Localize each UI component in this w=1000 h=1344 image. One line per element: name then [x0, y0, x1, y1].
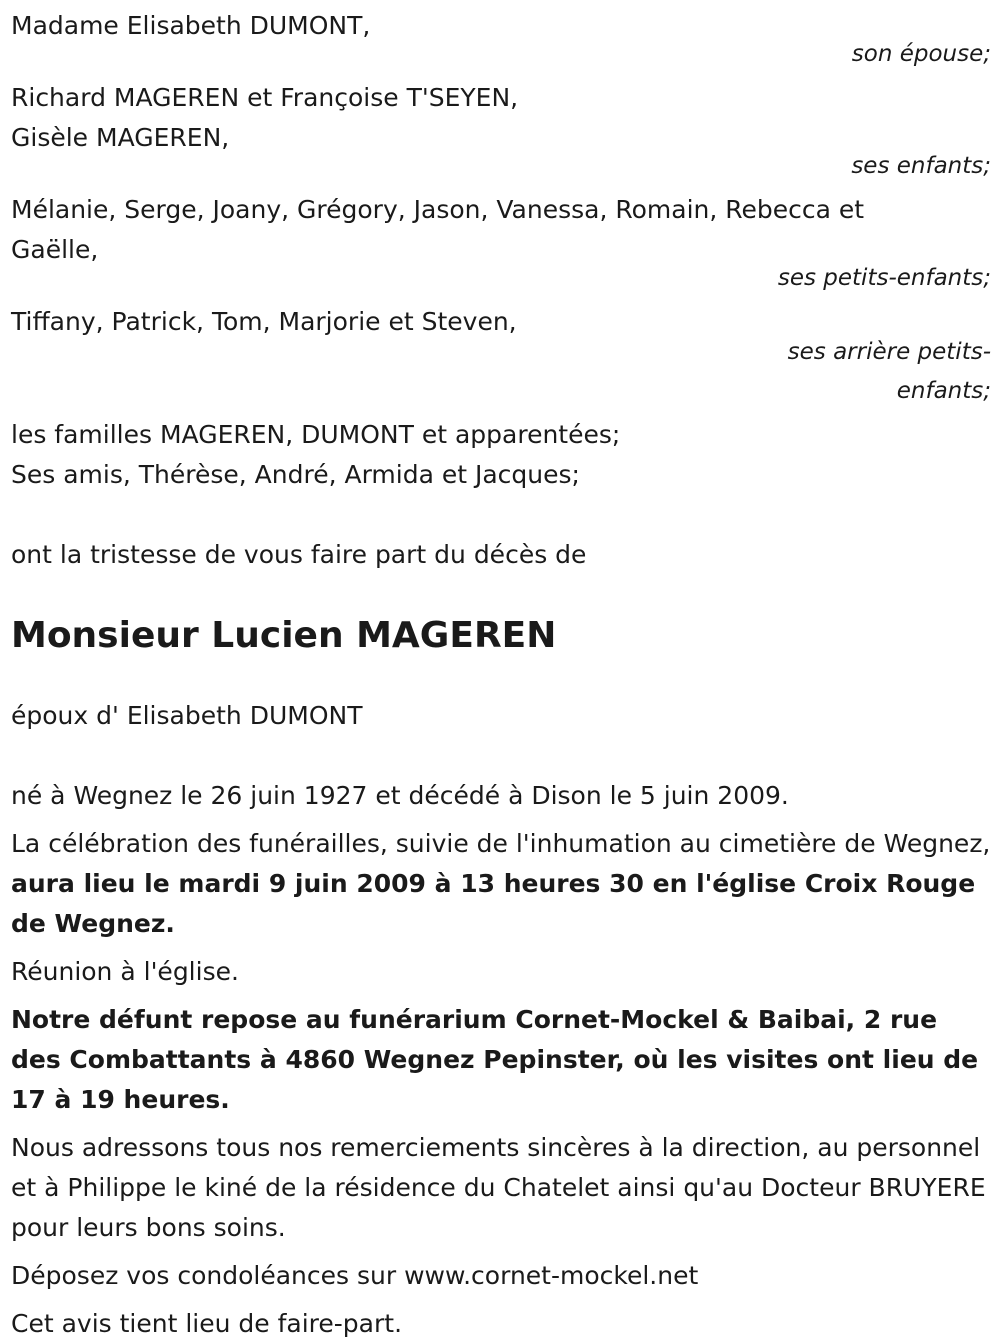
- notice-line: Cet avis tient lieu de faire-part.: [11, 1309, 403, 1338]
- announcement: ont la tristesse de vous faire part du décès de: [11, 540, 587, 569]
- obituary-notice: [11, 6, 993, 1344]
- children-relation: ses enfants;: [851, 153, 991, 179]
- birth-death: né à Wegnez le 26 juin 1927 et décédé à Dison le 5 juin 2009.: [11, 781, 789, 810]
- meeting-note: Réunion à l'église.: [11, 957, 239, 986]
- spouse-of: époux d' Elisabeth DUMONT: [11, 701, 363, 730]
- spouse-name: Madame Elisabeth DUMONT,: [11, 11, 371, 40]
- grandchildren-relation: ses petits-enfants;: [777, 265, 991, 291]
- grandchildren-line-1: Mélanie, Serge, Joany, Grégory, Jason, Vanessa, Romain, Rebecca et: [11, 195, 865, 224]
- funeral-paragraph: [11, 824, 993, 944]
- visitation-paragraph: Notre défunt repose au funérarium Cornet-Mockel & Baibai, 2 rue des Combattants à 4860 Wegnez Pepinster, où les visites ont lieu de 17 à 19 heures.: [11, 1005, 979, 1114]
- grandchildren-line-2: Gaëlle,: [11, 235, 99, 264]
- funeral-intro: La célébration des funérailles, suivie de l'inhumation au cimetière de Wegnez,: [11, 829, 991, 858]
- great-grandchildren-relation-2: enfants;: [896, 378, 991, 404]
- children-line-2: Gisèle MAGEREN,: [11, 123, 230, 152]
- thanks-paragraph: Nous adressons tous nos remerciements sincères à la direction, au personnel et à Philippe le kiné de la résidence du Chatelet ainsi qu'au Docteur BRUYERE pour leurs bons soins.: [11, 1133, 986, 1242]
- families-line: les familles MAGEREN, DUMONT et apparentées;: [11, 420, 621, 449]
- children-line-1: Richard MAGEREN et Françoise T'SEYEN,: [11, 83, 519, 112]
- spouse-relation: son épouse;: [851, 41, 991, 67]
- great-grandchildren-relation-1: ses arrière petits-: [787, 339, 991, 365]
- condolences-line: Déposez vos condoléances sur www.cornet-mockel.net: [11, 1261, 699, 1290]
- great-grandchildren: Tiffany, Patrick, Tom, Marjorie et Steven,: [11, 307, 517, 336]
- deceased-name: Monsieur Lucien MAGEREN: [11, 615, 557, 656]
- funeral-details: aura lieu le mardi 9 juin 2009 à 13 heures 30 en l'église Croix Rouge de Wegnez.: [11, 869, 976, 938]
- friends-line: Ses amis, Thérèse, André, Armida et Jacques;: [11, 460, 580, 489]
